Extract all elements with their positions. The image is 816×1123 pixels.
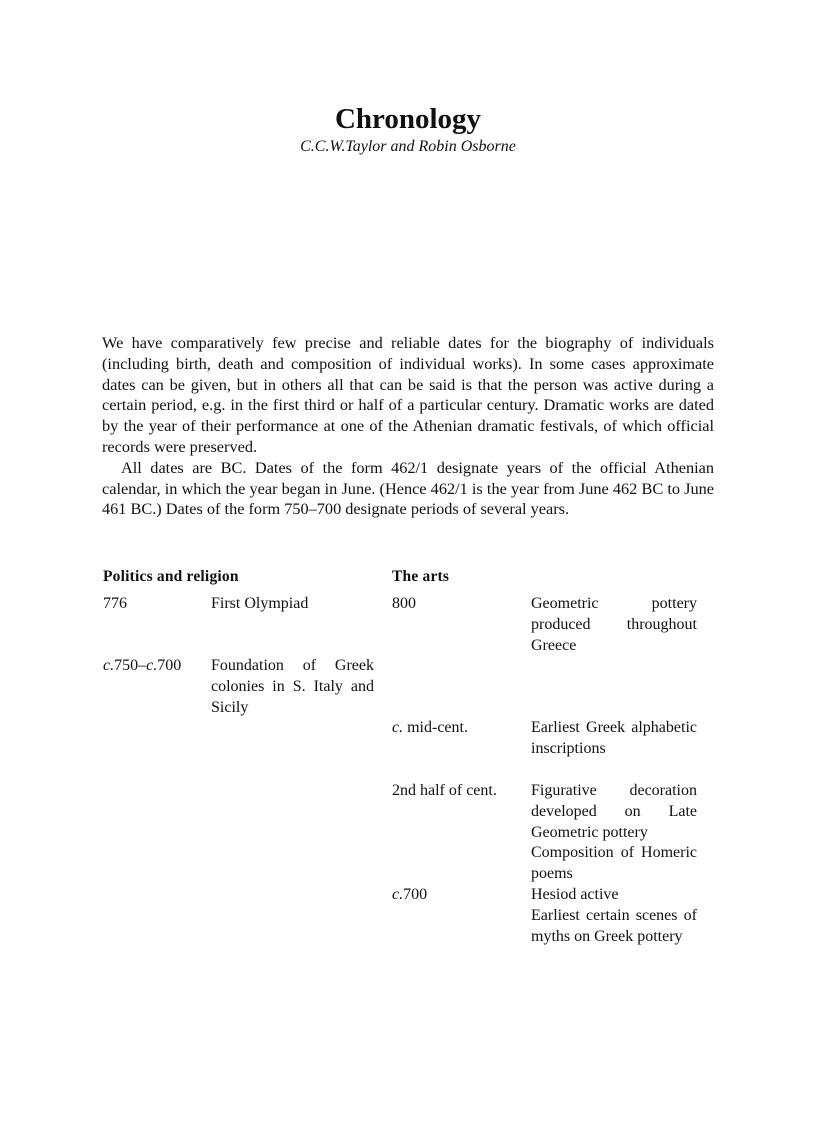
page-authors: C.C.W.Taylor and Robin Osborne (300, 138, 516, 155)
circa-prefix: c. (392, 719, 404, 736)
politics-event: First Olympiad (211, 595, 309, 612)
page-title: Chronology (334, 103, 482, 135)
arts-event (531, 885, 697, 947)
arts-event: Geometric pottery produced throughout Greece (531, 595, 697, 654)
date-part: mid-cent. (403, 719, 468, 736)
intro-paragraph-2: All dates are BC. Dates of the form 462/1 designate years of the official Athenian calendar, in which the year began in June. (Hence 462/1 is the year from June 462 BC to June 461 BC.) Dates of the form 750–700 designate periods of several years. (102, 457, 714, 519)
politics-date: 776 (103, 595, 127, 612)
arts-event-line: Figurative decoration developed on Late Geometric pottery (531, 782, 697, 841)
date-part: 750– (114, 657, 147, 674)
arts-date (392, 885, 427, 906)
circa-prefix: c. (392, 886, 404, 903)
politics-heading: Politics and religion (103, 568, 239, 585)
arts-event-line: Earliest certain scenes of myths on Greek pottery (531, 906, 697, 945)
arts-date: 800 (392, 595, 416, 612)
arts-event: Earliest Greek alphabetic inscriptions (531, 719, 697, 757)
arts-event-line: Hesiod active (531, 886, 619, 903)
arts-event-line: Composition of Homeric poems (531, 844, 697, 883)
arts-event (531, 781, 697, 885)
intro-text (102, 333, 714, 520)
date-part: 700 (157, 657, 182, 674)
politics-event: Foundation of Greek colonies in S. Italy and Sicily (211, 657, 374, 716)
circa-prefix: c. (103, 657, 115, 674)
intro-paragraph-1: We have comparatively few precise and reliable dates for the biography of individuals (including birth, death and composition of individual works). In some cases approximate dates can be given, but in others all that can be said is that the person was active during a certain period, e.g. in the first third or half of a particular century. Dramatic works are dated by the year of their performance at one of the Athenian dramatic festivals, of which official records were preserved. (102, 333, 714, 456)
circa-prefix: c. (146, 657, 158, 674)
arts-heading: The arts (392, 568, 450, 585)
date-part: 700 (403, 886, 428, 903)
arts-date (392, 718, 468, 739)
politics-date (103, 656, 181, 677)
arts-date: 2nd half of cent. (392, 782, 497, 799)
